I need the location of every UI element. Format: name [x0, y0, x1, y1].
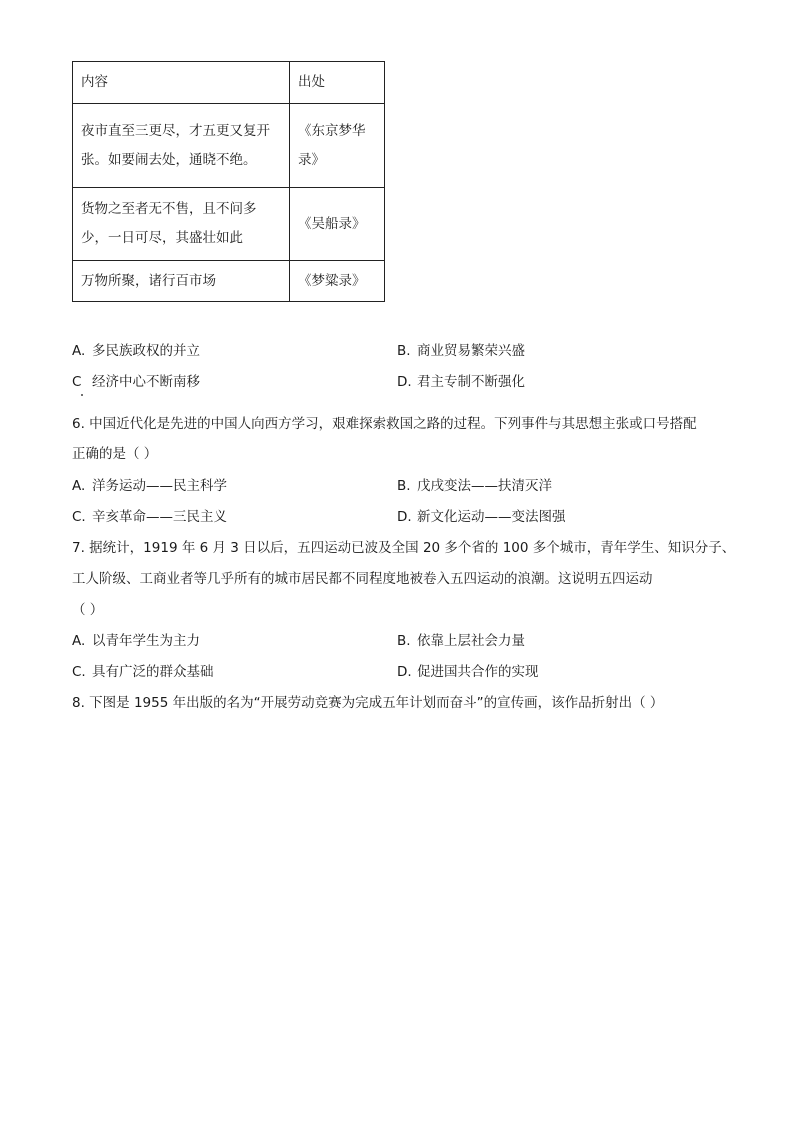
table-row [73, 261, 385, 302]
option-letter: C. [72, 664, 86, 680]
option-text: 商业贸易繁荣兴盛 [417, 343, 525, 359]
q5-option-a[interactable] [72, 341, 200, 361]
option-letter: C. [72, 509, 86, 525]
table-header-row [73, 62, 385, 104]
table-cell-content: 货物之至者无不售，且不问多少，一日可尽，其盛壮如此 [73, 188, 290, 261]
option-text: 新文化运动——变法图强 [417, 509, 566, 525]
table-cell-content: 万物所聚，诸行百市场 [73, 261, 290, 302]
q6-option-d[interactable] [397, 507, 566, 527]
option-text: 戊戌变法——扶清灭洋 [417, 478, 552, 494]
table-row [73, 104, 385, 188]
q7-stem-line2: 工人阶级、工商业者等几乎所有的城市居民都不同程度地被卷入五四运动的浪潮。这说明五四运动 [72, 571, 653, 587]
table-cell-source: 《东京梦华录》 [290, 104, 385, 188]
q7-option-b[interactable] [397, 631, 525, 651]
q7-stem-line3: （ ） [72, 602, 104, 618]
option-letter: D. [397, 664, 412, 680]
option-text: 君主专制不断强化 [417, 374, 525, 390]
option-letter: A. [72, 343, 86, 359]
q7-stem-line1: 7. 据统计，1919 年 6 月 3 日以后，五四运动已波及全国 20 多个省的 100 多个城市，青年学生、知识分子、 [72, 540, 736, 556]
option-text: 经济中心不断南移 [92, 374, 200, 390]
table-cell-source: 《吴船录》 [290, 188, 385, 261]
q5-option-b[interactable] [397, 341, 525, 361]
q7-option-a[interactable] [72, 631, 200, 651]
option-text: 依靠上层社会力量 [417, 633, 525, 649]
option-text: 洋务运动——民主科学 [92, 478, 227, 494]
option-text: 以青年学生为主力 [92, 633, 200, 649]
table-row [73, 188, 385, 261]
q6-option-c[interactable] [72, 507, 227, 527]
option-text: 具有广泛的群众基础 [92, 664, 214, 680]
q6-option-a[interactable] [72, 476, 227, 496]
option-letter: C [72, 374, 82, 390]
q7-option-d[interactable] [397, 662, 539, 682]
option-letter: A. [72, 633, 86, 649]
q7-option-c[interactable] [72, 662, 214, 682]
option-letter: D. [397, 509, 412, 525]
option-text: 多民族政权的并立 [92, 343, 200, 359]
option-text: 促进国共合作的实现 [417, 664, 539, 680]
q6-stem-line1: 6. 中国近代化是先进的中国人向西方学习，艰难探索救国之路的过程。下列事件与其思想主张或口号搭配 [72, 416, 697, 432]
option-letter: D. [397, 374, 412, 390]
table-cell-content: 夜市直至三更尽，才五更又复开张。如要闹去处，通晓不绝。 [73, 104, 290, 188]
option-letter: B. [397, 343, 411, 359]
q6-option-b[interactable] [397, 476, 552, 496]
option-letter: A. [72, 478, 86, 494]
option-letter: B. [397, 633, 411, 649]
option-letter: B. [397, 478, 411, 494]
q8-stem-line1: 8. 下图是 1955 年出版的名为“开展劳动竞赛为完成五年计划而奋斗”的宣传画，该作品折射出（ ） [72, 695, 664, 711]
header-content: 内容 [73, 62, 290, 104]
q6-stem-line2: 正确的是（ ） [72, 446, 158, 462]
header-source: 出处 [290, 62, 385, 104]
q5-option-d[interactable] [397, 372, 525, 392]
stray-dot [81, 394, 83, 396]
option-text: 辛亥革命——三民主义 [92, 509, 227, 525]
table-cell-source: 《梦粱录》 [290, 261, 385, 302]
q5-option-c[interactable] [72, 372, 200, 392]
source-table [72, 61, 385, 302]
